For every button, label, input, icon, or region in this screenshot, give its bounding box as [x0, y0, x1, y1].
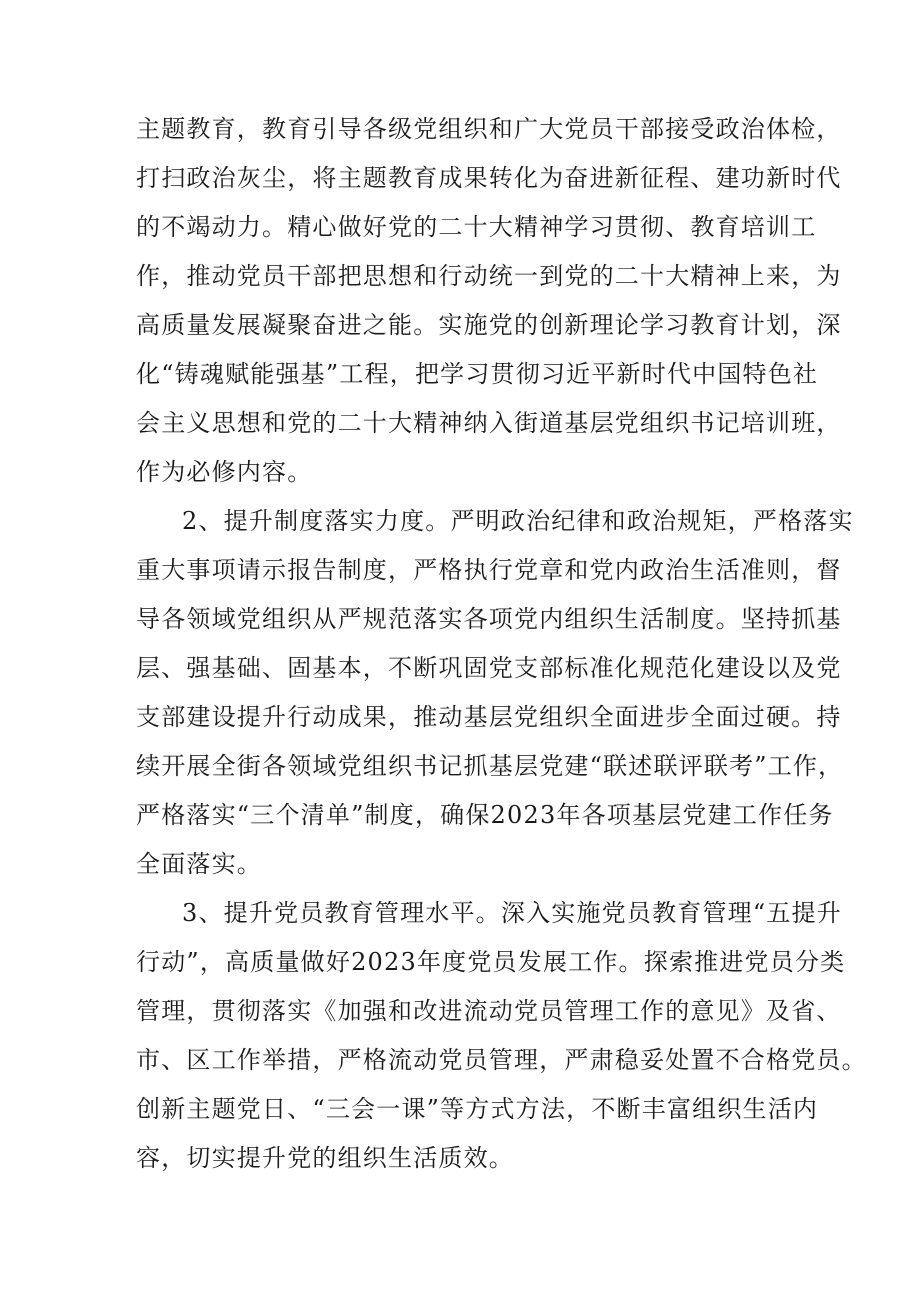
body-text-line: 化“铸魂赋能强基”工程，把学习贯彻习近平新时代中国特色社 — [136, 360, 819, 388]
body-text-line: 主题教育，教育引导各级党组织和广大党员干部接受政治体检， — [136, 115, 842, 143]
body-text-line: 高质量发展凝聚奋进之能。实施党的创新理论学习教育计划，深 — [136, 311, 842, 339]
body-text-line: 作为必修内容。 — [136, 458, 313, 486]
body-text-line: 管理，贯彻落实《加强和改进流动党员管理工作的意见》及省、 — [136, 997, 842, 1025]
body-text-line: 重大事项请示报告制度，严格执行党章和党内政治生活准则，督 — [136, 556, 842, 584]
body-text-line: 作，推动党员干部把思想和行动统一到党的二十大精神上来，为 — [136, 262, 842, 290]
body-text-line: 严格落实“三个清单”制度，确保2023年各项基层党建工作任务 — [136, 801, 834, 829]
body-text-line: 行动”，高质量做好2023年度党员发展工作。探索推进党员分类 — [136, 948, 846, 976]
body-text-line: 打扫政治灰尘，将主题教育成果转化为奋进新征程、建功新时代 — [136, 164, 842, 192]
body-text-line: 支部建设提升行动成果，推动基层党组织全面进步全面过硬。持 — [136, 703, 842, 731]
paragraph-3-first-line: 3、提升党员教育管理水平。深入实施党员教育管理“五提升 — [182, 899, 842, 927]
body-text-line: 容，切实提升党的组织生活质效。 — [136, 1144, 514, 1172]
body-text-line: 会主义思想和党的二十大精神纳入街道基层党组织书记培训班， — [136, 409, 842, 437]
body-text-line: 导各领域党组织从严规范落实各项党内组织生活制度。坚持抓基 — [136, 605, 842, 633]
body-text-line: 创新主题党日、“三会一课”等方式方法，不断丰富组织生活内 — [136, 1095, 819, 1123]
paragraph-2-first-line: 2、提升制度落实力度。严明政治纪律和政治规矩，严格落实 — [182, 507, 854, 535]
body-text-line: 续开展全街各领域党组织书记抓基层党建“联述联评联考”工作， — [136, 752, 844, 780]
body-text-line: 市、区工作举措，严格流动党员管理，严肃稳妥处置不合格党员。 — [136, 1046, 867, 1074]
body-text-line: 全面落实。 — [136, 850, 262, 878]
body-text-line: 层、强基础、固基本，不断巩固党支部标准化规范化建设以及党 — [136, 654, 842, 682]
body-text-line: 的不竭动力。精心做好党的二十大精神学习贯彻、教育培训工 — [136, 213, 817, 241]
